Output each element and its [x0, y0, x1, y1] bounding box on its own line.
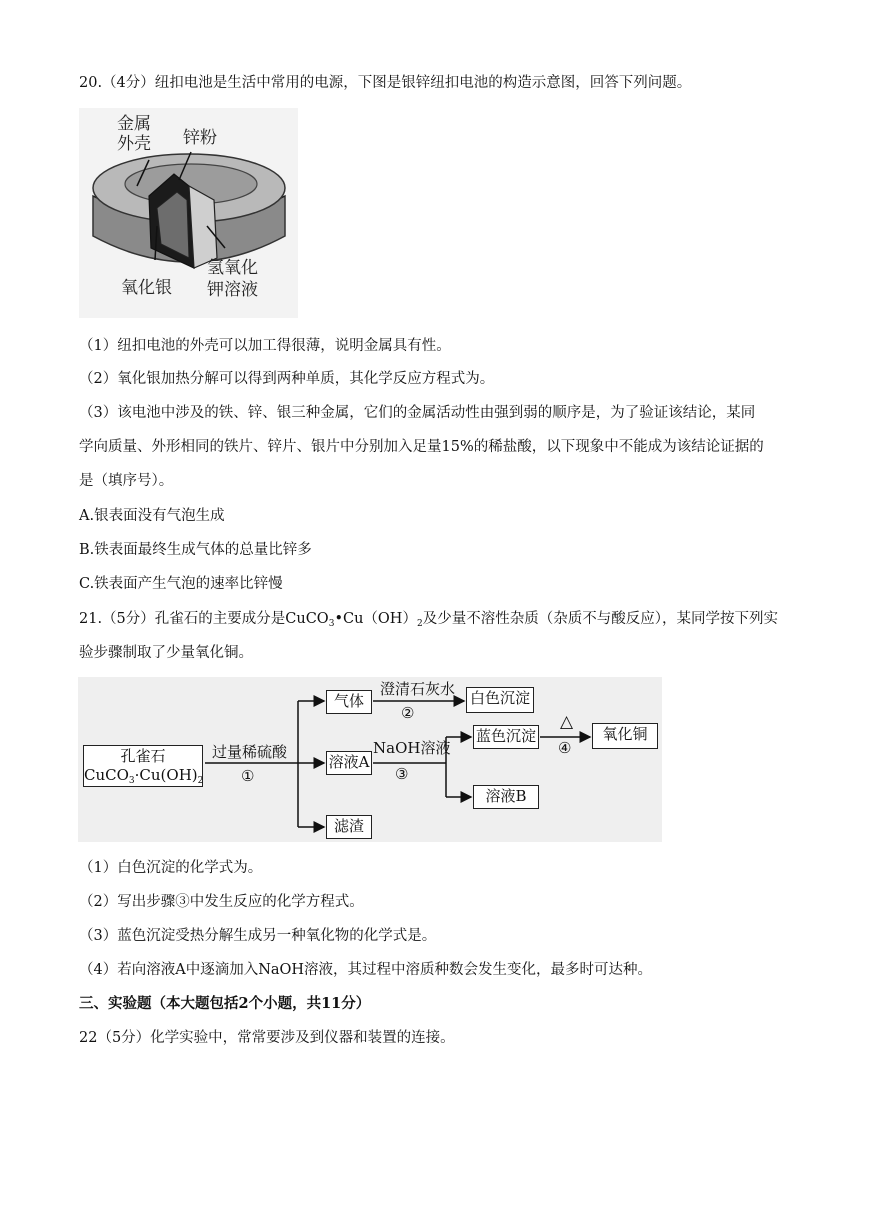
- q20-part3-line3: 是（填序号）。: [79, 473, 174, 489]
- q21-stem-pre: 21.（5分）孔雀石的主要成分是CuCO: [79, 611, 329, 627]
- label-metal-shell-line1: 金属: [117, 114, 151, 134]
- label-metal-shell-line2: 外壳: [117, 134, 151, 154]
- box-solution-b: 溶液B: [473, 785, 539, 809]
- q20-stem: 20.（4分）纽扣电池是生活中常用的电源，下图是银锌纽扣电池的构造示意图，回答下列问题。: [79, 75, 692, 91]
- formula-cuoh: ·Cu(OH): [134, 766, 198, 784]
- label-koh-line1: 氢氧化: [207, 258, 258, 278]
- q20-part2: （2）氧化银加热分解可以得到两种单质，其化学反应方程式为。: [79, 371, 495, 387]
- step-4-marker: ④: [558, 739, 572, 757]
- q21-part3: （3）蓝色沉淀受热分解生成另一种氧化物的化学式是。: [79, 928, 437, 944]
- box-malachite-name: 孔雀石: [120, 747, 166, 765]
- q21-part2: （2）写出步骤③中发生反应的化学方程式。: [79, 894, 364, 910]
- q20-part1: （1）纽扣电池的外壳可以加工得很薄，说明金属具有性。: [79, 338, 451, 354]
- box-malachite-formula: [84, 766, 202, 791]
- box-copper-oxide: 氧化铜: [592, 723, 658, 749]
- box-solution-a: 溶液A: [326, 751, 372, 775]
- q20-option-a: A.银表面没有气泡生成: [79, 508, 225, 524]
- formula-sub2: 2: [197, 776, 204, 786]
- reagent-limewater: 澄清石灰水: [380, 680, 456, 698]
- q21-part4: （4）若向溶液A中逐滴加入NaOH溶液，其过程中溶质种数会发生变化，最多时可达种。: [79, 962, 653, 978]
- box-gas: 气体: [326, 690, 372, 714]
- box-white-precipitate: 白色沉淀: [466, 687, 534, 713]
- formula-sub3: 3: [128, 776, 135, 786]
- step-1-marker: ①: [241, 767, 255, 785]
- q21-part1: （1）白色沉淀的化学式为。: [79, 860, 263, 876]
- box-malachite: [83, 745, 203, 787]
- q22-stem: 22（5分）化学实验中，常常要涉及到仪器和装置的连接。: [79, 1030, 455, 1046]
- q20-part3-line1: （3）该电池中涉及的铁、锌、银三种金属，它们的金属活动性由强到弱的顺序是，为了验证该结论，某同: [79, 405, 756, 421]
- q20-option-b: B.铁表面最终生成气体的总量比锌多: [79, 542, 312, 558]
- label-silver-oxide: 氧化银: [121, 278, 172, 298]
- label-koh-line2: 钾溶液: [207, 280, 258, 300]
- q21-stem-mid: •Cu（OH）: [334, 611, 417, 627]
- button-battery-figure: [79, 108, 298, 318]
- malachite-flow-chart: [78, 677, 662, 842]
- box-residue: 滤渣: [326, 815, 372, 839]
- q21-stem-post: 及少量不溶性杂质（杂质不与酸反应），某同学按下列实: [422, 611, 778, 627]
- q20-option-c: C.铁表面产生气泡的速率比锌慢: [79, 576, 283, 592]
- q21-stem-sub2: 2: [416, 619, 423, 629]
- label-zinc-powder: 锌粉: [183, 128, 217, 148]
- q21-stem-line1: [79, 609, 778, 634]
- section-3-title: 三、实验题（本大题包括2个小题，共11分）: [79, 995, 371, 1012]
- reagent-naoh-solution: NaOH溶液: [373, 739, 451, 757]
- q21-stem-line2: 验步骤制取了少量氧化铜。: [79, 645, 253, 661]
- formula-cuco: CuCO: [84, 766, 129, 784]
- reagent-dilute-sulfuric-acid: 过量稀硫酸: [212, 743, 288, 761]
- box-blue-precipitate: 蓝色沉淀: [473, 725, 539, 749]
- step-2-marker: ②: [401, 704, 415, 722]
- step-3-marker: ③: [395, 765, 409, 783]
- q20-part3-line2: 学向质量、外形相同的铁片、锌片、银片中分别加入足量15%的稀盐酸，以下现象中不能成为该结论证据的: [79, 439, 764, 455]
- q21-stem-sub3: 3: [328, 619, 335, 629]
- heat-symbol: △: [560, 712, 574, 732]
